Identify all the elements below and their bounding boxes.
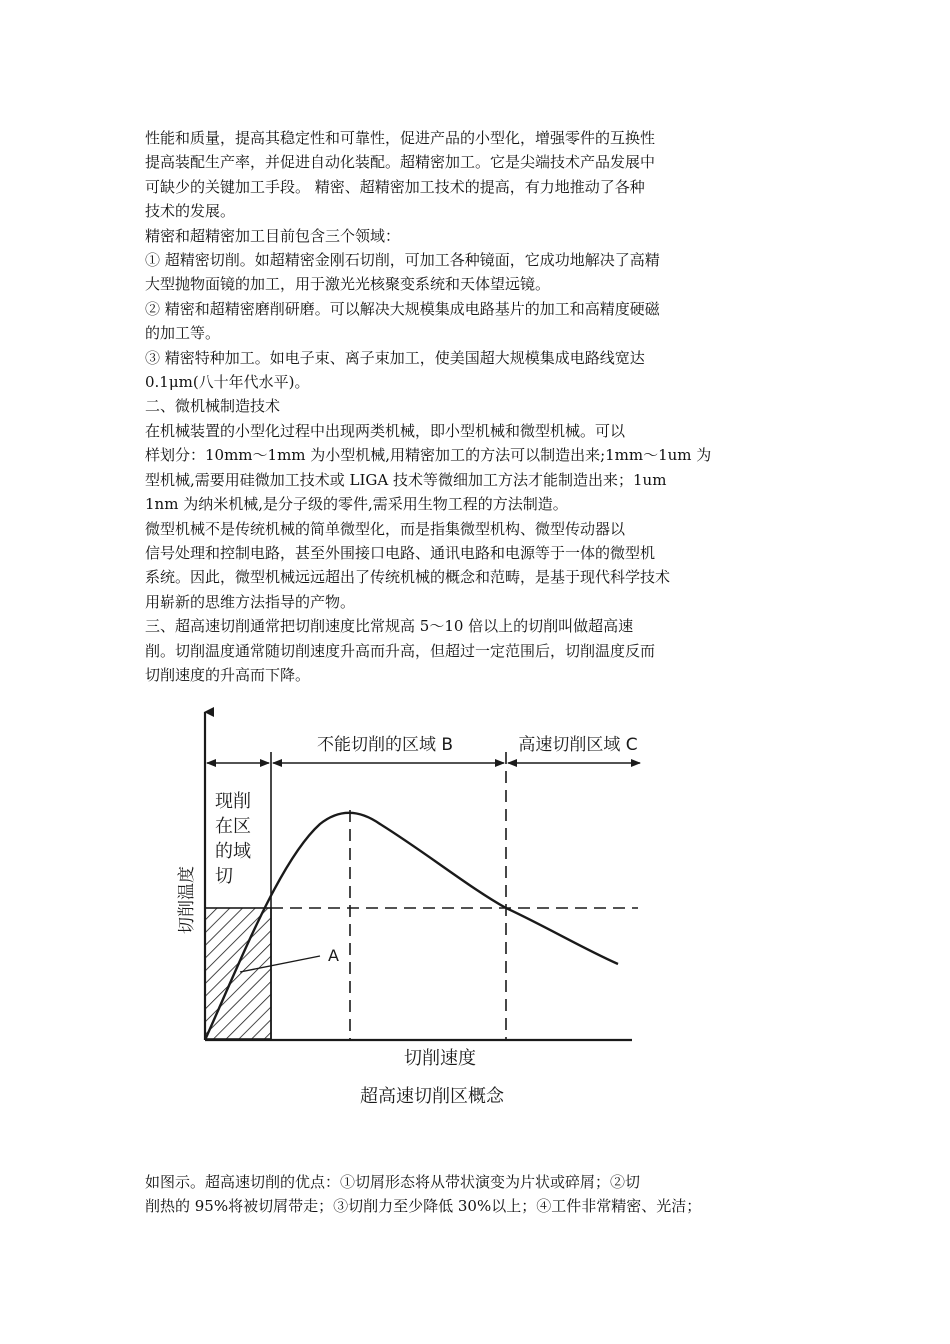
paragraph-line: 的加工等。 (145, 324, 221, 343)
paragraph-line: 信号处理和控制电路，甚至外围接口电路、通讯电路和电源等于一体的微型机 (145, 543, 656, 562)
paragraph-line: 削热的 95%将被切屑带走；③切削力至少降低 30%以上；④工件非常精密、光洁； (145, 1197, 702, 1216)
paragraph-line: 大型抛物面镜的加工，用于激光光核聚变系统和天体望远镜。 (145, 275, 551, 294)
temperature-speed-diagram (170, 700, 670, 1120)
region-a-label-line-1: 现削 (215, 791, 251, 812)
paragraph-line: ① 超精密切削。如超精密金刚石切削，可加工各种镜面，它成功地解决了高精 (145, 251, 660, 270)
paragraph-line: 1nm 为纳米机械,是分子级的零件,需采用生物工程的方法制造。 (145, 495, 568, 514)
region-b-label: 不能切削的区域 B (316, 735, 454, 755)
paragraph-line: 在机械装置的小型化过程中出现两类机械，即小型机械和微型机械。可以 (145, 421, 626, 440)
paragraph-line: 提高装配生产率，并促进自动化装配。超精密加工。它是尖端技术产品发展中 (145, 153, 656, 172)
paragraph-line: 削。切削温度通常随切削速度升高而升高，但超过一定范围后，切削温度反而 (145, 641, 656, 660)
paragraph-line: 如图示。超高速切削的优点：①切屑形态将从带状演变为片状或碎屑；②切 (145, 1173, 641, 1191)
paragraph-line: 切削速度的升高而下降。 (145, 665, 311, 684)
region-c-label: 高速切削区域 C (518, 735, 638, 755)
paragraph-line: 精密和超精密加工目前包含三个领域： (145, 226, 401, 245)
body-text-bottom (145, 1170, 785, 1219)
cutting-speed-figure (170, 700, 670, 1120)
x-axis-label: 切削速度 (404, 1048, 476, 1069)
paragraph-line: ② 精密和超精密磨削研磨。可以解决大规模集成电路基片的加工和高精度硬磁 (145, 299, 660, 318)
y-axis-label: 切削温度 (177, 866, 197, 934)
point-a-label: A (328, 946, 339, 965)
paragraph-line: 样划分：10mm～1mm 为小型机械,用精密加工的方法可以制造出来;1mm～1um 为 (145, 446, 712, 465)
paragraph-line: 三、超高速切削通常把切削速度比常规高 5～10 倍以上的切削叫做超高速 (145, 617, 634, 636)
paragraph-line: 系统。因此，微型机械远远超出了传统机械的概念和范畴，是基于现代科学技术 (145, 568, 671, 587)
paragraph-line: 型机械,需要用硅微加工技术或 LIGA 技术等微细加工方法才能制造出来；1um (145, 470, 667, 489)
paragraph-line: 可缺少的关键加工手段。 精密、超精密加工技术的提高，有力地推动了各种 (145, 177, 645, 196)
paragraph-line: 微型机械不是传统机械的简单微型化，而是指集微型机构、微型传动器以 (145, 519, 626, 538)
region-a-label-line-3: 的域 (215, 841, 251, 862)
paragraph-line: 用崭新的思维方法指导的产物。 (145, 592, 356, 611)
paragraph-line: 二、微机械制造技术 (145, 397, 281, 416)
region-a-label-line-4: 切 (215, 866, 233, 887)
paragraph-line: ③ 精密特种加工。如电子束、离子束加工，使美国超大规模集成电路线宽达 (145, 348, 645, 367)
paragraph-line: 0.1μm(八十年代水平)。 (145, 373, 310, 392)
region-a-label-line-2: 在区 (215, 816, 251, 837)
paragraph-line: 技术的发展。 (145, 202, 236, 221)
paragraph-line: 性能和质量，提高其稳定性和可靠性，促进产品的小型化，增强零件的互换性 (145, 129, 656, 147)
figure-caption: 超高速切削区概念 (360, 1086, 504, 1107)
body-text-top (145, 126, 785, 687)
